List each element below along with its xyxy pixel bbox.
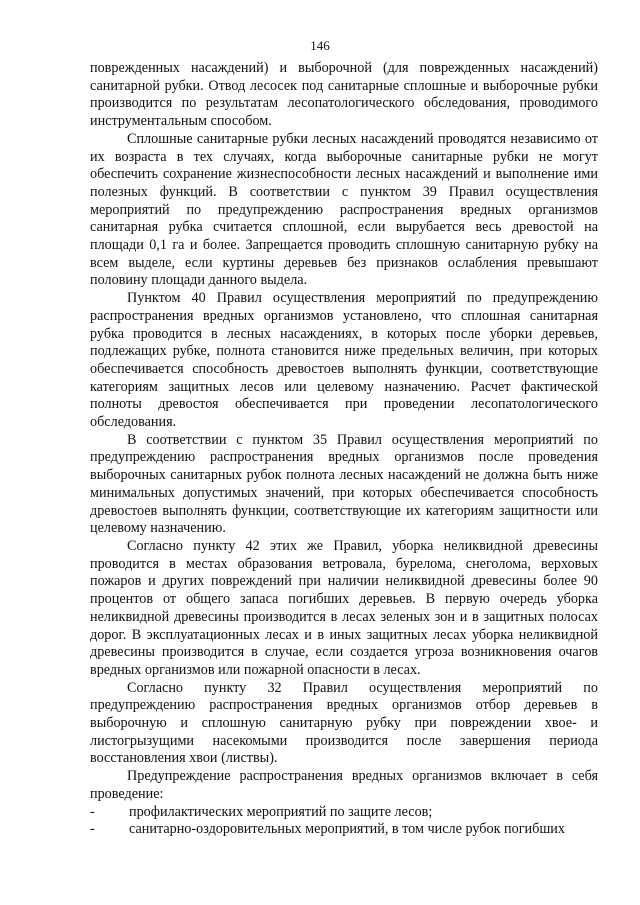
prevention-measures-list <box>90 804 598 839</box>
paragraph-clear-cut-rules: Сплошные санитарные рубки лесных насаждений проводятся независимо от их возраста в тех случаях, когда выборочные санитарные рубки не могут обеспечить сохранение жизнеспособности лесных насаждений и выполнение ими полезных функций. В соответствии с пунктом 39 Правил осуществления мероприятий по предупреждению распространения вредных организмов санитарная рубка считается сплошной, если вырубается весь древостой на площади 0,1 га и более. Запрещается проводить сплошную санитарную рубку на всем выделе, если куртины деревьев без признаков ослабления превышают половину площади данного выдела. <box>90 130 598 289</box>
list-marker: - <box>90 803 95 820</box>
paragraph-prevention-intro: Предупреждение распространения вредных организмов включает в себя проведение: <box>90 768 598 802</box>
paragraph-rule-42: Согласно пункту 42 этих же Правил, уборка неликвидной древесины проводится в местах образования ветровала, бурелома, снеголома, верховых пожаров и других повреждений при наличии неликвидной древесины более 90 процентов от общего запаса погибших деревьев. В первую очередь уборка неликвидной древесины производится в лесах зеленых зон и в защитных полосах дорог. В эксплуатационных лесах и в иных защитных лесах уборка неликвидной древесины производится в случае, если создается угроза возникновения очагов вредных организмов или пожарной опасности в лесах. <box>90 537 598 678</box>
list-marker: - <box>90 821 95 838</box>
paragraph-continuation: поврежденных насаждений) и выборочной (для поврежденных насаждений) санитарной рубки. Отвод лесосек под санитарные сплошные и выборочные рубки производится по результатам лесопатологического обследования, проводимого инструментальным способом. <box>90 60 598 130</box>
paragraph-rule-32: Согласно пункту 32 Правил осуществления мероприятий по предупреждению распространения вредных организмов отбор деревьев в выборочную и сплошную санитарную рубку при повреждении хвое- и листогрызущими насекомыми производится после завершения периода восстановления хвои (листвы). <box>90 679 598 767</box>
list-item-text: санитарно-оздоровительных мероприятий, в том числе рубок погибших <box>129 821 565 838</box>
list-item <box>90 804 598 822</box>
page-number: 146 <box>310 38 330 53</box>
paragraph-rule-40: Пунктом 40 Правил осуществления мероприятий по предупреждению распространения вредных организмов установлено, что сплошная санитарная рубка проводится в лесных насаждениях, в которых после уборки деревьев, подлежащих рубке, полнота становится ниже предельных величин, при которых обеспечивается способность древостоев выполнять функции, соответствующие категориям защитных лесов или целевому назначению. Расчет фактической полноты древостоя обеспечивается при проведении лесопатологического обследования. <box>90 290 598 431</box>
list-item-text: профилактических мероприятий по защите лесов; <box>129 803 433 820</box>
list-item <box>90 821 598 839</box>
body-text <box>90 60 598 839</box>
paragraph-rule-35: В соответствии с пунктом 35 Правил осуществления мероприятий по предупреждению распространения вредных организмов после проведения выборочных санитарных рубок полнота лесных насаждений не должна быть ниже минимальных допустимых значений, при которых обеспечивается способность древостоев выполнять функции, соответствующие их категориям защитности или целевому назначению. <box>90 431 598 537</box>
